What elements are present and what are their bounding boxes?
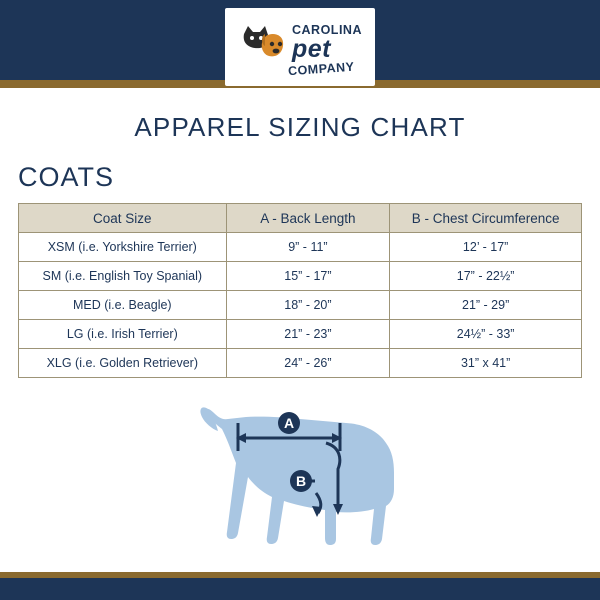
measurement-b-label: B	[295, 473, 307, 489]
logo-text-pet: pet	[292, 35, 331, 63]
cell-chest: 21” - 29”	[390, 291, 582, 320]
cell-size: XSM (i.e. Yorkshire Terrier)	[19, 233, 227, 262]
cell-size: MED (i.e. Beagle)	[19, 291, 227, 320]
logo-text-company: COMPANY	[287, 59, 355, 79]
cell-back-length: 15” - 17”	[226, 262, 390, 291]
logo-text-carolina: CAROLINA	[292, 23, 362, 37]
dog-measurement-diagram	[150, 393, 450, 563]
table-row	[19, 291, 582, 320]
cell-chest: 31” x 41”	[390, 349, 582, 378]
section-title-coats: COATS	[18, 162, 115, 192]
table-row	[19, 262, 582, 291]
footer-banner	[0, 578, 600, 600]
table-row	[19, 233, 582, 262]
sizing-table	[18, 203, 582, 378]
column-header-back-length: A - Back Length	[226, 204, 390, 233]
cell-chest: 24½” - 33”	[390, 320, 582, 349]
cell-size: XLG (i.e. Golden Retriever)	[19, 349, 227, 378]
cell-back-length: 24” - 26”	[226, 349, 390, 378]
cell-back-length: 21” - 23”	[226, 320, 390, 349]
cell-size: SM (i.e. English Toy Spanial)	[19, 262, 227, 291]
table-header-row	[19, 204, 582, 233]
table-row	[19, 349, 582, 378]
measurement-a-label: A	[283, 415, 295, 431]
cell-chest: 17” - 22½”	[390, 262, 582, 291]
brand-logo	[225, 8, 375, 86]
cell-size: LG (i.e. Irish Terrier)	[19, 320, 227, 349]
cell-back-length: 18” - 20”	[226, 291, 390, 320]
table-row	[19, 320, 582, 349]
dog-and-cat-logo-icon	[236, 20, 288, 72]
column-header-chest-circumference: B - Chest Circumference	[390, 204, 582, 233]
page-title: APPAREL SIZING CHART	[134, 112, 466, 142]
column-header-coat-size: Coat Size	[19, 204, 227, 233]
cell-back-length: 9” - 11”	[226, 233, 390, 262]
cell-chest: 12’ - 17”	[390, 233, 582, 262]
